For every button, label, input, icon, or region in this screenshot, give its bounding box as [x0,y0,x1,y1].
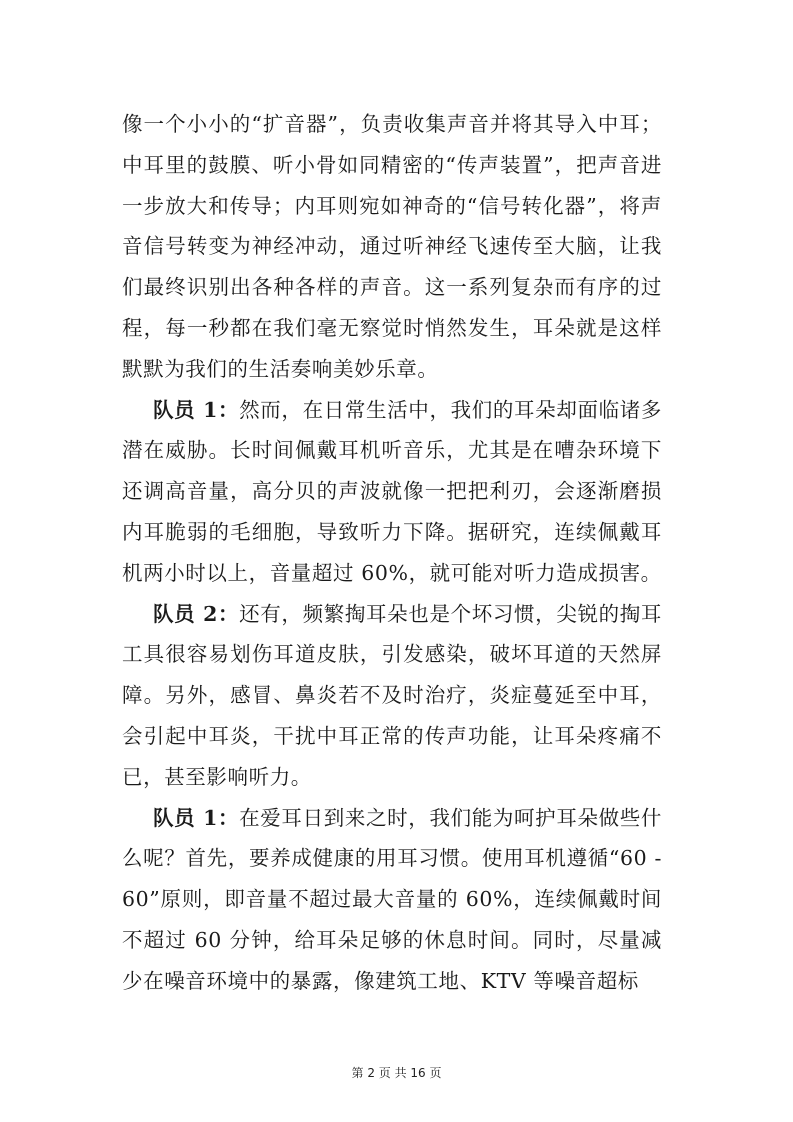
speaker-label: 队员 1： [153,805,240,830]
document-body [122,104,662,1002]
paragraph-text: 像一个小小的“扩音器”，负责收集声音并将其导入中耳；中耳里的鼓膜、听小骨如同精密的“传声装置”，把声音进一步放大和传导；内耳则宛如神奇的“信号转化器”，将声音信号转变为神经冲动，通过听神经飞速传至大脑，让我们最终识别出各种各样的声音。这一系列复杂而有序的过程，每一秒都在我们毫无察觉时悄然发生，耳朵就是这样默默为我们的生活奏响美妙乐章。 [122,112,662,381]
paragraph-ear-structure [122,104,662,390]
speaker-label: 队员 2： [153,601,240,626]
page-number: 第 2 页 共 16 页 [351,1066,442,1080]
paragraph-text: 然而，在日常生活中，我们的耳朵却面临诸多潜在威胁。长时间佩戴耳机听音乐，尤其是在嘈杂环境下还调高音量，高分贝的声波就像一把把利刃，会逐渐磨损内耳脆弱的毛细胞，导致听力下降。据研究，连续佩戴耳机两小时以上，音量超过 60%，就可能对听力造成损害。 [122,397,663,585]
speaker-label: 队员 1： [153,397,240,422]
paragraph-protection [122,798,662,1002]
paragraph-threats [122,390,662,594]
paragraph-bad-habits [122,594,662,798]
paragraph-text: 在爱耳日到来之时，我们能为呵护耳朵做些什么呢？首先，要养成健康的用耳习惯。使用耳机遵循“60 - 60”原则，即音量不超过最大音量的 60%，连续佩戴时间不超过 60 分钟，给耳朵足够的休息时间。同时，尽量减少在噪音环境中的暴露，像建筑工地、KTV 等噪音超标 [122,805,663,993]
paragraph-text: 还有，频繁掏耳朵也是个坏习惯，尖锐的掏耳工具很容易划伤耳道皮肤，引发感染，破坏耳道的天然屏障。另外，感冒、鼻炎若不及时治疗，炎症蔓延至中耳，会引起中耳炎，干扰中耳正常的传声功能，让耳朵疼痛不已，甚至影响听力。 [122,601,663,789]
page-footer [0,1064,793,1081]
